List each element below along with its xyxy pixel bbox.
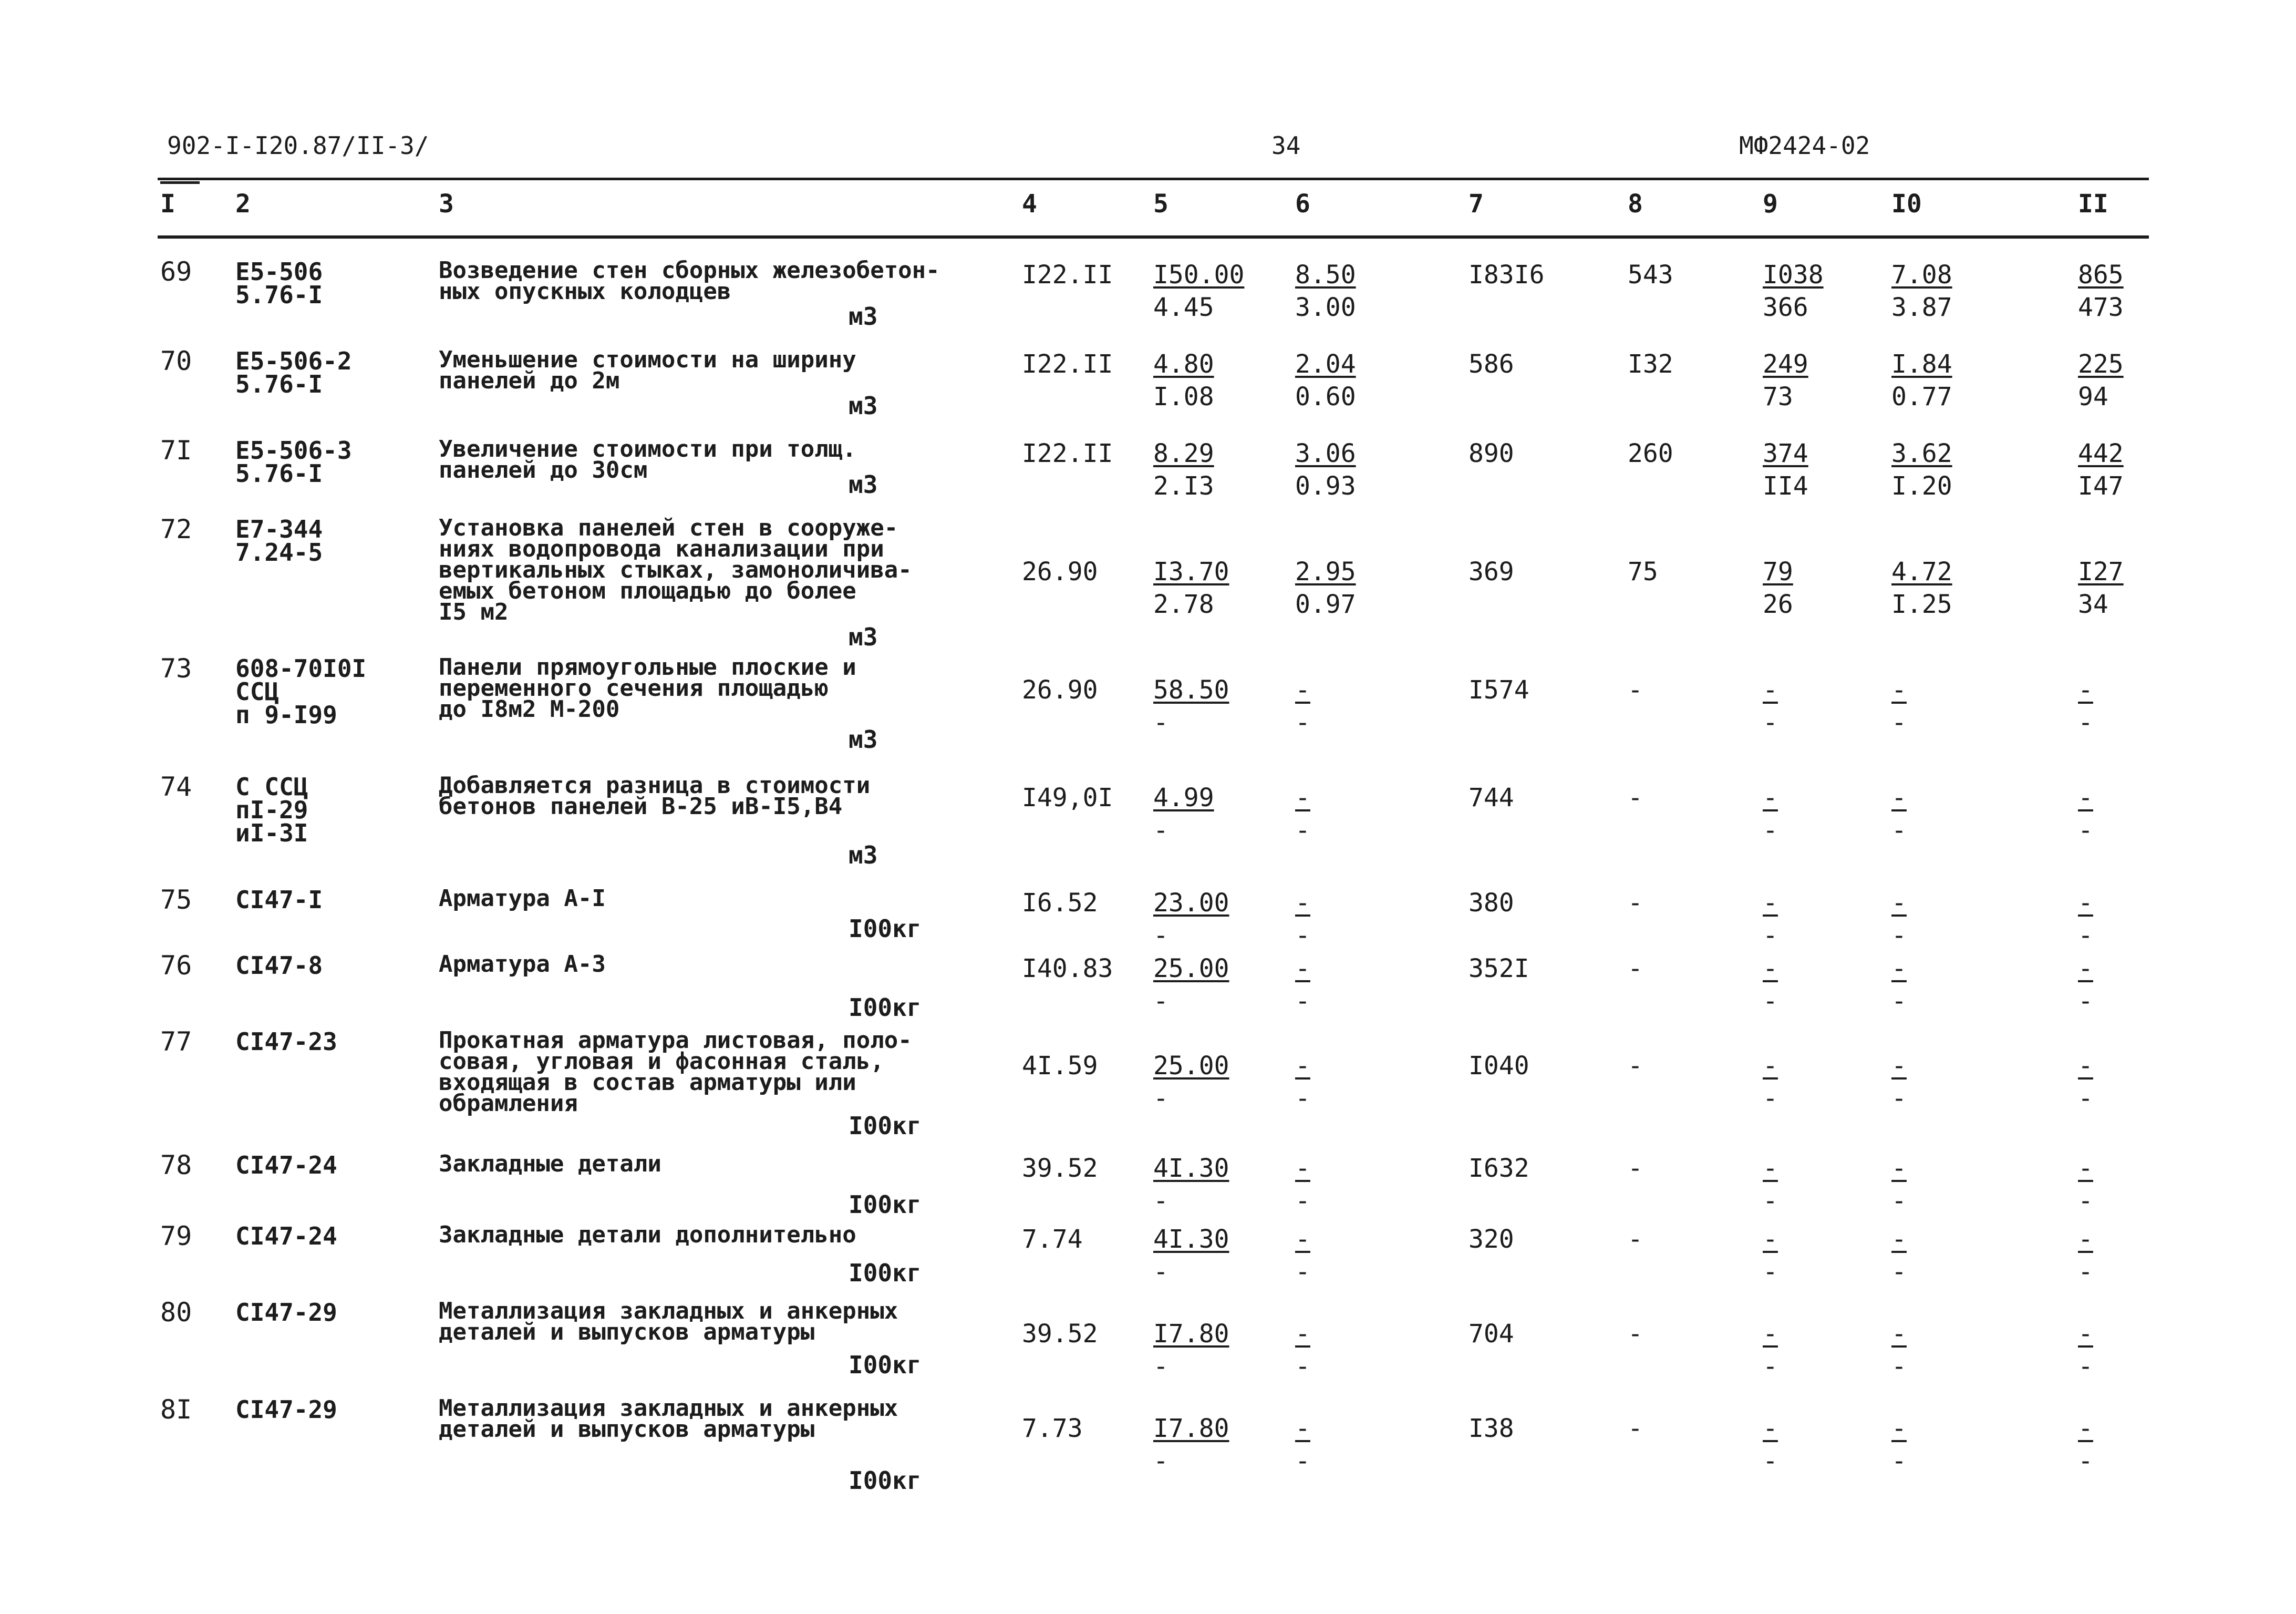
labor-machinist-total: - [2078, 986, 2093, 1016]
machine-wages: - [1295, 1446, 1310, 1476]
row-number: 75 [160, 885, 192, 915]
labor-machinist-total: - [2078, 816, 2093, 845]
unit-cost-wages: - [1153, 1352, 1168, 1381]
labor-total: 442 [2078, 439, 2124, 468]
machine-cost: - [1295, 783, 1310, 813]
unit-cost-total: 4.99 [1153, 783, 1214, 813]
labor-total: - [2078, 1154, 2093, 1183]
quantity-cell: 26.90 [1022, 675, 1098, 705]
machine-cost: - [1295, 954, 1310, 983]
total-wages: 543 [1628, 260, 1673, 290]
row-number: 7I [160, 435, 192, 466]
total-cost: 704 [1468, 1319, 1514, 1349]
total-cost: 320 [1468, 1225, 1514, 1254]
machine-wages: 0.97 [1295, 590, 1356, 619]
total-cost: 380 [1468, 888, 1514, 918]
unit-cost-wages: 2.I3 [1153, 471, 1214, 501]
labor-total: - [2078, 954, 2093, 983]
column-number: 5 [1153, 189, 1168, 219]
quantity-cell: 4I.59 [1022, 1051, 1098, 1081]
unit-cost-wages: - [1153, 1257, 1168, 1287]
unit-of-measure: I00кг [849, 914, 922, 943]
labor-total: - [2078, 1225, 2093, 1254]
labor-machinist-unit: - [1891, 1186, 1907, 1216]
total-wages: I32 [1628, 349, 1673, 379]
labor-machinist-total: - [2078, 708, 2093, 737]
total-wages: - [1628, 1319, 1643, 1349]
labor-machinist-unit: - [1891, 1257, 1907, 1287]
total-machine-wages: - [1763, 1084, 1778, 1113]
total-machine-wages: - [1763, 1186, 1778, 1216]
header-accent-line [160, 181, 200, 184]
unit-of-measure: м3 [849, 302, 878, 331]
labor-machinist-total: - [2078, 921, 2093, 950]
labor-total: - [2078, 1051, 2093, 1081]
column-number: I [160, 189, 175, 219]
unit-of-measure: I00кг [849, 1259, 922, 1287]
total-cost: 744 [1468, 783, 1514, 813]
labor-machinist-unit: I.20 [1891, 471, 1952, 501]
machine-cost: - [1295, 675, 1310, 705]
total-wages: - [1628, 1414, 1643, 1443]
unit-of-measure: м3 [849, 392, 878, 420]
total-machine-wages: - [1763, 1446, 1778, 1476]
total-machine: I038 [1763, 260, 1824, 290]
total-machine-wages: - [1763, 986, 1778, 1016]
labor-total: - [2078, 675, 2093, 705]
unit-cost-total: I7.80 [1153, 1319, 1229, 1349]
labor-unit: - [1891, 1154, 1907, 1183]
total-cost: I040 [1468, 1051, 1529, 1081]
work-description: Возведение стен сборных железобетон- ных опускных колодцев [439, 257, 940, 305]
quantity-cell: 26.90 [1022, 557, 1098, 587]
labor-machinist-unit: - [1891, 1084, 1907, 1113]
total-wages: 260 [1628, 439, 1673, 468]
labor-machinist-total: 94 [2078, 382, 2108, 412]
unit-cost-total: 23.00 [1153, 888, 1229, 918]
rate-code: СI47-8 [235, 951, 323, 980]
labor-unit: - [1891, 783, 1907, 813]
unit-cost-total: I7.80 [1153, 1414, 1229, 1443]
total-machine-wages: - [1763, 1352, 1778, 1381]
total-machine: - [1763, 888, 1778, 918]
machine-wages: - [1295, 708, 1310, 737]
machine-wages: - [1295, 921, 1310, 950]
work-description: Установка панелей стен в сооруже- ниях водопровода канализации при вертикальных стыках, замоноличива- емых бетоном площадью до более I5 м2 [439, 515, 912, 625]
work-description: Закладные детали дополнительно [439, 1221, 856, 1248]
total-wages: - [1628, 888, 1643, 918]
machine-wages: - [1295, 1084, 1310, 1113]
labor-total: - [2078, 888, 2093, 918]
total-machine-wages: - [1763, 1257, 1778, 1287]
rate-code: Е5-506 5.76-I [235, 258, 323, 309]
machine-wages: - [1295, 1186, 1310, 1216]
machine-cost: - [1295, 1414, 1310, 1443]
rate-code: СI47-I [235, 886, 323, 914]
unit-cost-total: 25.00 [1153, 1051, 1229, 1081]
total-machine: - [1763, 1319, 1778, 1349]
quantity-cell: I22.II [1022, 439, 1113, 468]
unit-of-measure: I00кг [849, 1112, 922, 1140]
total-machine: 79 [1763, 557, 1793, 587]
machine-wages: 0.60 [1295, 382, 1356, 412]
unit-cost-total: I3.70 [1153, 557, 1229, 587]
total-machine-wages: - [1763, 708, 1778, 737]
labor-total: - [2078, 1319, 2093, 1349]
total-wages: - [1628, 1051, 1643, 1081]
row-number: 80 [160, 1297, 192, 1328]
row-number: 76 [160, 950, 192, 981]
rate-code: С ССЦ пI-29 иI-3I [235, 773, 308, 847]
unit-cost-wages: - [1153, 708, 1168, 737]
rate-code: СI47-24 [235, 1222, 337, 1250]
machine-cost: 2.95 [1295, 557, 1356, 587]
total-machine: - [1763, 1225, 1778, 1254]
column-number: I0 [1891, 189, 1922, 219]
row-number: 77 [160, 1026, 192, 1057]
total-machine: - [1763, 1414, 1778, 1443]
total-machine-wages: II4 [1763, 471, 1808, 501]
unit-cost-total: 25.00 [1153, 954, 1229, 983]
labor-unit: I.84 [1891, 349, 1952, 379]
unit-of-measure: м3 [849, 725, 878, 754]
unit-of-measure: м3 [849, 623, 878, 651]
total-machine-wages: 73 [1763, 382, 1793, 412]
labor-machinist-unit: - [1891, 708, 1907, 737]
machine-cost: - [1295, 1225, 1310, 1254]
rate-code: Е5-506-3 5.76-I [235, 436, 352, 488]
total-cost: 586 [1468, 349, 1514, 379]
total-machine-wages: 26 [1763, 590, 1793, 619]
machine-wages: 0.93 [1295, 471, 1356, 501]
unit-cost-wages: - [1153, 986, 1168, 1016]
total-cost: I38 [1468, 1414, 1514, 1443]
total-cost: I632 [1468, 1154, 1529, 1183]
column-number: 8 [1628, 189, 1643, 219]
unit-of-measure: I00кг [849, 1466, 922, 1495]
labor-total: - [2078, 1414, 2093, 1443]
total-machine: 374 [1763, 439, 1808, 468]
labor-unit: - [1891, 675, 1907, 705]
rate-code: Е5-506-2 5.76-I [235, 347, 352, 398]
column-number: 7 [1468, 189, 1484, 219]
machine-wages: - [1295, 1352, 1310, 1381]
column-number: 2 [235, 189, 251, 219]
row-number: 72 [160, 514, 192, 544]
total-machine: - [1763, 675, 1778, 705]
labor-total: 225 [2078, 349, 2124, 379]
unit-cost-wages: - [1153, 816, 1168, 845]
labor-machinist-unit: I.25 [1891, 590, 1952, 619]
machine-wages: 3.00 [1295, 293, 1356, 322]
machine-cost: 8.50 [1295, 260, 1356, 290]
labor-machinist-unit: - [1891, 986, 1907, 1016]
total-machine: - [1763, 1051, 1778, 1081]
quantity-cell: I6.52 [1022, 888, 1098, 918]
work-description: Уменьшение стоимости на ширину панелей до 2м [439, 346, 856, 394]
series-code: МФ2424-02 [1739, 131, 1870, 160]
work-description: Закладные детали [439, 1150, 661, 1177]
total-cost: I574 [1468, 675, 1529, 705]
unit-cost-total: 4I.30 [1153, 1225, 1229, 1254]
total-cost: I83I6 [1468, 260, 1545, 290]
quantity-cell: I22.II [1022, 349, 1113, 379]
quantity-cell: 39.52 [1022, 1319, 1098, 1349]
column-number: 9 [1763, 189, 1778, 219]
unit-cost-wages: - [1153, 1446, 1168, 1476]
machine-cost: - [1295, 1319, 1310, 1349]
labor-total: - [2078, 783, 2093, 813]
labor-unit: - [1891, 1225, 1907, 1254]
column-number: 3 [439, 189, 454, 219]
labor-unit: 3.62 [1891, 439, 1952, 468]
row-number: 8I [160, 1394, 192, 1425]
unit-of-measure: I00кг [849, 1351, 922, 1379]
table-top-rule [158, 178, 2149, 180]
labor-machinist-unit: - [1891, 816, 1907, 845]
machine-cost: 2.04 [1295, 349, 1356, 379]
total-machine: - [1763, 1154, 1778, 1183]
labor-unit: - [1891, 888, 1907, 918]
labor-total: 865 [2078, 260, 2124, 290]
unit-of-measure: I00кг [849, 993, 922, 1022]
machine-wages: - [1295, 986, 1310, 1016]
labor-unit: 7.08 [1891, 260, 1952, 290]
unit-cost-wages: 4.45 [1153, 293, 1214, 322]
labor-unit: - [1891, 1051, 1907, 1081]
quantity-cell: 39.52 [1022, 1154, 1098, 1183]
labor-machinist-total: - [2078, 1186, 2093, 1216]
work-description: Увеличение стоимости при толщ. панелей до 30см [439, 436, 856, 484]
labor-machinist-unit: - [1891, 1446, 1907, 1476]
labor-machinist-unit: 0.77 [1891, 382, 1952, 412]
rate-code: СI47-24 [235, 1151, 337, 1179]
labor-machinist-total: I47 [2078, 471, 2124, 501]
unit-cost-wages: - [1153, 921, 1168, 950]
work-description: Металлизация закладных и анкерных деталей и выпусков арматуры [439, 1298, 898, 1345]
column-number: 4 [1022, 189, 1037, 219]
row-number: 73 [160, 653, 192, 684]
unit-cost-total: 58.50 [1153, 675, 1229, 705]
machine-cost: - [1295, 888, 1310, 918]
total-machine-wages: - [1763, 816, 1778, 845]
machine-cost: 3.06 [1295, 439, 1356, 468]
quantity-cell: I40.83 [1022, 954, 1113, 983]
total-machine-wages: 366 [1763, 293, 1808, 322]
unit-cost-wages: I.08 [1153, 382, 1214, 412]
labor-total: I27 [2078, 557, 2124, 587]
machine-cost: - [1295, 1051, 1310, 1081]
total-wages: - [1628, 675, 1643, 705]
labor-machinist-total: 473 [2078, 293, 2124, 322]
labor-unit: 4.72 [1891, 557, 1952, 587]
total-machine-wages: - [1763, 921, 1778, 950]
unit-cost-wages: 2.78 [1153, 590, 1214, 619]
labor-machinist-total: - [2078, 1257, 2093, 1287]
total-wages: - [1628, 1154, 1643, 1183]
unit-cost-wages: - [1153, 1084, 1168, 1113]
rate-code: Е7-344 7.24-5 [235, 515, 323, 567]
unit-cost-total: 4I.30 [1153, 1154, 1229, 1183]
column-number: II [2078, 189, 2108, 219]
work-description: Арматура А-3 [439, 951, 606, 978]
work-description: Прокатная арматура листовая, поло- совая, угловая и фасонная сталь, входящая в состав арматуры или обрамления [439, 1027, 912, 1117]
labor-machinist-total: - [2078, 1084, 2093, 1113]
row-number: 69 [160, 256, 192, 287]
rate-code: СI47-23 [235, 1027, 337, 1056]
total-cost: 369 [1468, 557, 1514, 587]
rate-code: СI47-29 [235, 1395, 337, 1424]
rate-code: 608-70I0I ССЦ п 9-I99 [235, 654, 367, 729]
total-machine: - [1763, 783, 1778, 813]
work-description: Арматура А-I [439, 885, 606, 912]
total-wages: - [1628, 783, 1643, 813]
unit-of-measure: I00кг [849, 1190, 922, 1219]
total-wages: 75 [1628, 557, 1658, 587]
unit-cost-total: 8.29 [1153, 439, 1214, 468]
table-header-rule [158, 235, 2149, 239]
labor-machinist-unit: - [1891, 921, 1907, 950]
total-wages: - [1628, 1225, 1643, 1254]
rate-code: СI47-29 [235, 1298, 337, 1327]
unit-of-measure: м3 [849, 470, 878, 499]
labor-machinist-total: 34 [2078, 590, 2108, 619]
quantity-cell: I22.II [1022, 260, 1113, 290]
labor-unit: - [1891, 1414, 1907, 1443]
total-cost: 352I [1468, 954, 1529, 983]
unit-cost-wages: - [1153, 1186, 1168, 1216]
labor-unit: - [1891, 954, 1907, 983]
labor-machinist-unit: 3.87 [1891, 293, 1952, 322]
quantity-cell: 7.74 [1022, 1225, 1083, 1254]
work-description: Панели прямоугольные плоские и переменного сечения площадью до I8м2 М-200 [439, 654, 856, 723]
labor-machinist-unit: - [1891, 1352, 1907, 1381]
column-number: 6 [1295, 189, 1310, 219]
document-code: 902-I-I20.87/II-3/ [167, 131, 429, 160]
row-number: 70 [160, 346, 192, 376]
machine-cost: - [1295, 1154, 1310, 1183]
total-machine: 249 [1763, 349, 1808, 379]
total-wages: - [1628, 954, 1643, 983]
unit-cost-total: I50.00 [1153, 260, 1245, 290]
work-description: Добавляется разница в стоимости бетонов панелей В-25 иВ-I5,В4 [439, 772, 871, 820]
page-number: 34 [1271, 131, 1301, 160]
total-cost: 890 [1468, 439, 1514, 468]
machine-wages: - [1295, 1257, 1310, 1287]
unit-cost-total: 4.80 [1153, 349, 1214, 379]
labor-machinist-total: - [2078, 1352, 2093, 1381]
labor-unit: - [1891, 1319, 1907, 1349]
work-description: Металлизация закладных и анкерных деталей и выпусков арматуры [439, 1395, 898, 1443]
row-number: 74 [160, 772, 192, 802]
unit-of-measure: м3 [849, 841, 878, 869]
machine-wages: - [1295, 816, 1310, 845]
quantity-cell: 7.73 [1022, 1414, 1083, 1443]
quantity-cell: I49,0I [1022, 783, 1113, 813]
total-machine: - [1763, 954, 1778, 983]
row-number: 79 [160, 1221, 192, 1251]
labor-machinist-total: - [2078, 1446, 2093, 1476]
row-number: 78 [160, 1150, 192, 1180]
